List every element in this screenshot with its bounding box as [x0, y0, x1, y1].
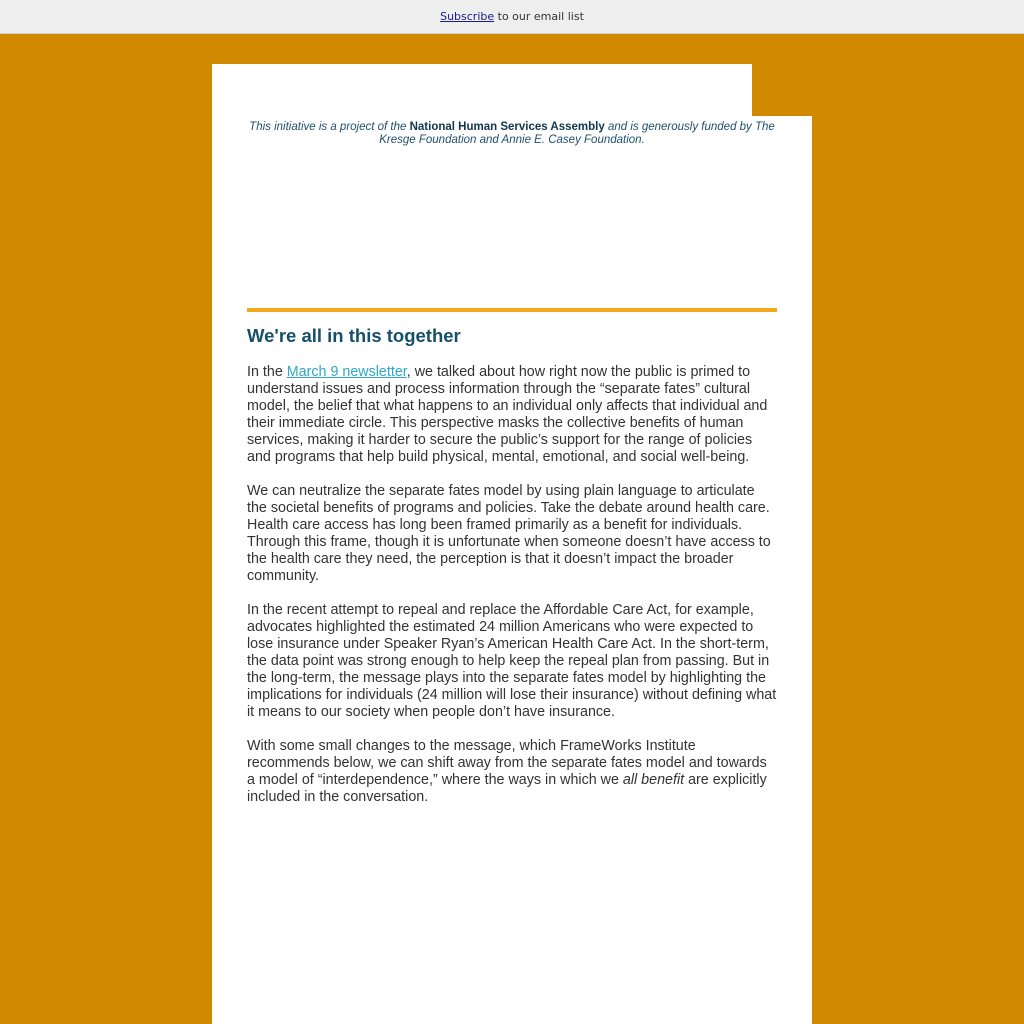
credit-suffix: and is generously funded by The Kresge Foundation and Annie E. Casey Foundation. [379, 121, 775, 146]
paragraph-1-text: , we talked about how right now the public is primed to understand issues and process information through the “separate fates” cultural model, the belief that what happens to an individual only affects that individual and their immediate circle. This perspective masks the collective benefits of human services, making it harder to secure the public’s support for the range of policies and programs that help build physical, mental, emotional, and social well-being. [247, 364, 768, 465]
paragraph-1-intro: In the [247, 364, 287, 380]
paragraph-4-ending: are explicitly included in the conversation. [247, 772, 767, 805]
march-9-newsletter-link[interactable]: March 9 newsletter [286, 364, 407, 380]
credit-prefix: This initiative is a project of the [249, 121, 410, 133]
article-paragraph-3: In the recent attempt to repeal and replace the Affordable Care Act, for example, advocates highlighted the estimated 24 million Americans who were expected to lose insurance under Speaker Ryan’s American Health Care Act. In the short-term, the data point was strong enough to help keep the repeal plan from passing. But in the long-term, the message plays into the separate fates model by highlighting the implications for individuals (24 million will lose their insurance) without defining what it means to our society when people don’t have insurance. [247, 602, 777, 720]
article-paragraph-1 [247, 364, 777, 466]
paragraph-4-text: With some small changes to the message, which FrameWorks Institute recommends below, we can shift away from the separate fates model and towards a model of “interdependence,” where the ways in which we [247, 738, 767, 788]
subscribe-link[interactable]: Subscribe [440, 10, 495, 23]
article-heading: We're all in this together [247, 325, 461, 346]
subscribe-bar-text: to our email list [494, 10, 584, 23]
funding-credit [247, 121, 777, 147]
paragraph-4-emphasis: all benefit [622, 772, 685, 788]
subscribe-bar [0, 0, 1024, 34]
article-body [247, 325, 777, 823]
article-paragraph-2: We can neutralize the separate fates model by using plain language to articulate the societal benefits of programs and policies. Take the debate around health care. Health care access has long been framed primarily as a benefit for individuals. Through this frame, though it is unfortunate when someone doesn’t have access to the health care they need, the perception is that it doesn’t impact the broader community. [247, 483, 771, 584]
section-divider [247, 308, 777, 312]
email-card-header [212, 64, 752, 124]
credit-org: National Human Services Assembly [409, 121, 605, 133]
article-paragraph-4 [247, 738, 777, 806]
